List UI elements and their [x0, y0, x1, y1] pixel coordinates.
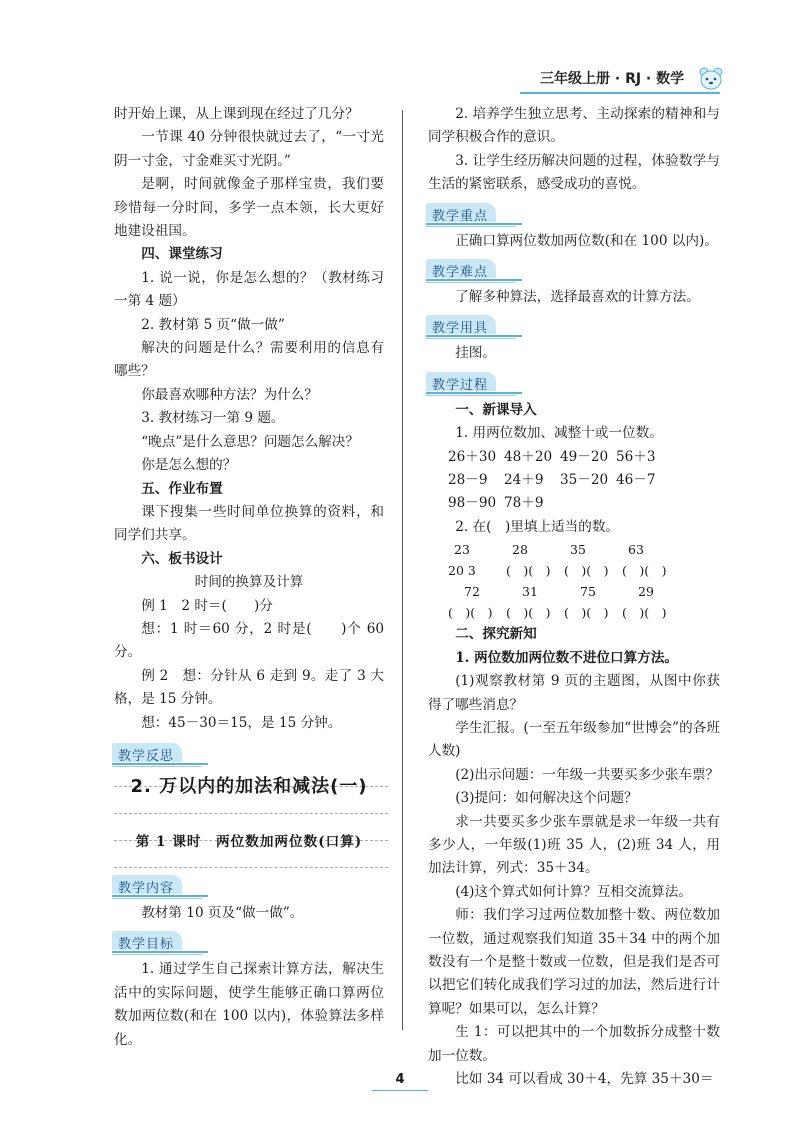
tag-label: 教学内容: [118, 881, 175, 896]
paragraph: (2)出示问题：一年级一共要买多少张车票？: [455, 766, 720, 783]
grid-row: [448, 560, 720, 581]
calc-row: [448, 492, 720, 515]
paragraph: (1)观察教材第 9 页的主题图，从图中你获得了哪些消息？: [428, 673, 720, 713]
exercise-item: 2. 在( )里填上适当的数。: [455, 518, 620, 535]
page-number-underline: [372, 1090, 428, 1091]
lesson-block: [114, 872, 384, 1052]
board-line: 例 1 2 时＝( )分: [141, 597, 273, 614]
exercise-item: 3. 教材练习一第 9 题。: [141, 410, 285, 427]
grid-cell: ( )( ): [564, 605, 609, 621]
paragraph: 学生汇报。(一至五年级参加“世博会”的各班人数): [428, 719, 720, 760]
paragraph: (3)提问：如何解决这个问题？: [455, 790, 638, 807]
paragraph: 挂图。: [455, 345, 496, 362]
calc-cell: 98－90: [448, 495, 497, 512]
tag-label: 教学难点: [432, 265, 489, 281]
paragraph: “晚点”是什么意思？问题怎么解决？: [141, 433, 359, 450]
paragraph: 是啊，时间就像金子那样宝贵，我们要珍惜每一分时间，多学一点本领，长大更好地建设祖国。: [114, 176, 384, 240]
grid-cell: ( )( ): [564, 563, 609, 579]
section-tag-difficulty: [426, 259, 720, 281]
paragraph: 课下搜集一些时间单位换算的资料，和同学们共享。: [114, 503, 384, 544]
paragraph: 了解多种算法，选择最喜欢的计算方法。: [455, 289, 700, 306]
grid-cell: 20 3: [448, 563, 476, 579]
tag-label: 教学过程: [432, 377, 489, 393]
right-column: [428, 103, 720, 1091]
section-tag-reflect: [112, 743, 384, 765]
paragraph: 正确口算两位数加两位数(和在 100 以内)。: [455, 232, 718, 249]
paragraph: 2. 培养学生独立思考、主动探索的精神和与同学积极合作的意识。: [428, 106, 720, 146]
reflection-line: [114, 867, 388, 868]
exercise-item: 1. 说一说，你是怎么想的？（教材练习一第 4 题）: [114, 269, 384, 310]
section-tag-content: [112, 875, 384, 897]
grid-cell: 72: [464, 584, 480, 600]
section-tag-process: [426, 372, 720, 394]
grid-cell: 23: [454, 542, 470, 558]
board-title: 时间的换算及计算: [194, 574, 304, 591]
paragraph: 求一共要买多少张车票就是求一年级一共有多少人，一年级(1)班 35 人，(2)班 34 人，用加法计算，列式：35＋34。: [428, 813, 720, 877]
calc-cell: 46－7: [616, 472, 656, 489]
section-tag-goal: [112, 931, 384, 953]
grid-cell: 63: [628, 542, 644, 558]
calc-cell: 24＋9: [504, 472, 544, 489]
paragraph: 师：我们学习过两位数加整十数、两位数加一位数，通过观察我们知道 35＋34 中的两个加数没有一个是整十数或一位数，但是我们是否可以把它们转化成我们学习过的加法，然后进行计算呢？如果可以，怎么计算？: [428, 907, 720, 1017]
text-line: 时开始上课，从上课到现在经过了几分？: [114, 106, 359, 122]
lesson-title: 第 1 课时 两位数加两位数(口算): [135, 834, 363, 850]
paragraph: 你最喜欢哪种方法？为什么？: [141, 386, 318, 403]
header-underline: [520, 92, 720, 94]
fill-grid: [428, 539, 720, 623]
column-divider: [402, 110, 403, 1030]
tag-label: 教学反思: [118, 748, 175, 764]
grid-cell: 31: [522, 584, 538, 600]
section-tag-key: [426, 203, 720, 225]
grid-cell: ( )( ): [506, 605, 551, 621]
calc-cell: 56＋3: [616, 448, 656, 465]
section-heading: 五、作业布置: [141, 480, 223, 497]
grid-cell: ( )( ): [622, 563, 667, 579]
paragraph: (4)这个算式如何计算？互相交流算法。: [455, 883, 692, 900]
grid-row: [448, 602, 720, 623]
grid-cell: ( )( ): [448, 605, 493, 621]
grid-cell: 35: [570, 542, 586, 558]
calc-row: [448, 469, 720, 492]
calc-table: [428, 446, 720, 516]
calc-cell: 35－20: [560, 472, 609, 489]
section-heading: 一、新课导入: [455, 401, 537, 418]
section-tag-tools: [426, 315, 720, 337]
grid-cell: 28: [512, 542, 528, 558]
grid-row: [454, 539, 720, 560]
method-heading: 1. 两位数加两位数不进位口算方法。: [455, 649, 679, 666]
calc-cell: 78＋9: [504, 495, 544, 512]
paragraph: 一节课 40 分钟很快就过去了，“一寸光阴一寸金，寸金难买寸光阴。”: [114, 129, 384, 169]
page-number: 4: [395, 1072, 405, 1087]
grid-cell: 75: [580, 584, 596, 600]
paragraph: 3. 让学生经历解决问题的过程，体验数学与生活的紧密联系，感受成功的喜悦。: [428, 152, 720, 193]
board-line: 例 2 想：分针从 6 走到 9。走了 3 大格，是 15 分钟。: [114, 667, 384, 708]
tag-label: 教学重点: [432, 208, 489, 224]
paragraph: 教材第 10 页及“做一做”。: [141, 905, 304, 921]
chapter-title: 2. 万以内的加法和减法(一): [130, 776, 368, 797]
calc-cell: 49－20: [560, 448, 609, 465]
tag-label: 教学用具: [432, 321, 489, 337]
grid-cell: 29: [638, 584, 654, 600]
calc-cell: 28－9: [448, 472, 488, 489]
section-heading: 二、探究新知: [455, 626, 537, 643]
grid-cell: ( )( ): [506, 563, 551, 579]
calc-cell: 26＋30: [448, 448, 497, 465]
paragraph: 生 1：可以把其中的一个加数拆分成整十数加一位数。: [428, 1024, 720, 1064]
grid-row: [464, 581, 720, 602]
board-line: 想：1 时＝60 分，2 时是( )个 60 分。: [114, 620, 384, 661]
bear-mascot-icon: [698, 66, 724, 90]
reflection-line: [114, 813, 388, 814]
paragraph: 1. 通过学生自己探索计算方法，解决生活中的实际问题，使学生能够正确口算两位数加两位数(和在 100 以内)，体验算法多样化。: [114, 961, 384, 1048]
section-heading: 六、板书设计: [141, 550, 223, 567]
exercise-item: 1. 用两位数加、减整十或一位数。: [455, 425, 663, 442]
paragraph: 你是怎么想的？: [141, 457, 237, 474]
board-line: 想：45－30＝15，是 15 分钟。: [141, 714, 342, 731]
tag-label: 教学目标: [118, 937, 175, 953]
exercise-item: 2. 教材第 5 页“做一做”: [141, 316, 285, 333]
paragraph: 解决的问题是什么？需要利用的信息有哪些？: [114, 340, 384, 380]
grid-cell: ( )( ): [622, 605, 667, 621]
calc-row: [448, 446, 720, 469]
header-title: 三年级上册 · RJ · 数学: [540, 71, 685, 87]
section-heading: 四、课堂练习: [141, 246, 223, 263]
paragraph: 比如 34 可以看成 30＋4，先算 35＋30＝: [455, 1071, 714, 1087]
calc-cell: 48＋20: [504, 448, 553, 465]
page-header: [520, 66, 732, 94]
